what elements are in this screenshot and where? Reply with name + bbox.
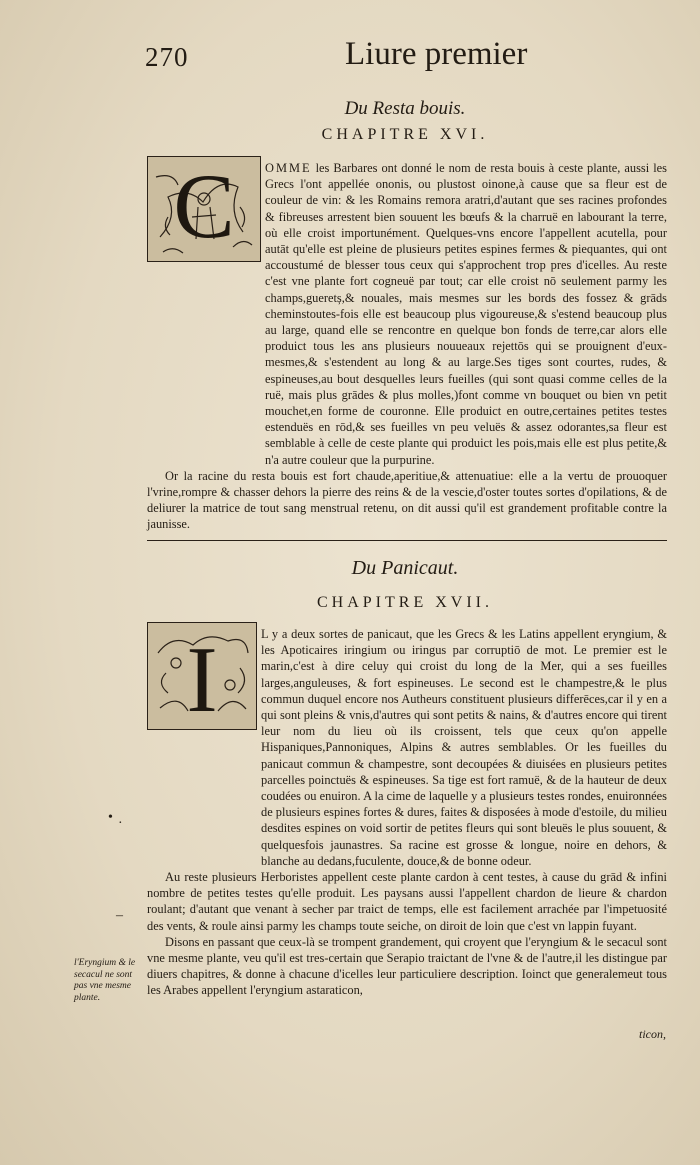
margin-mark: • (108, 810, 113, 825)
chapter-number: CHAPITRE XVII. (317, 594, 493, 611)
chapter-title: Du Resta bouis. (344, 98, 466, 119)
running-title: Liure premier (345, 36, 528, 72)
chapter-xvii-body (147, 626, 667, 999)
margin-note: l'Eryngium & le secacul ne sont pas vne mesme plante. (74, 958, 136, 1003)
lead-word: OMME (265, 161, 312, 175)
catchword: ticon, (639, 1027, 666, 1041)
paragraph: Au reste plusieurs Herboristes appellent ceste plante cardon à cent testes, à cause du grād & infini nombre de petites testes qu'elle produit. Les paysans aussi l'appellent chardon de lieure & chardon roulant; d'autant que venant à secher par traict de temps, elle est facilement arrachée par l'impetuosité des vents, & roule ainsi parmy les champs toute seiche, on diroit de loin que c'est vn lappin fuyant. (147, 870, 667, 933)
paragraph: les Barbares ont donné le nom de resta bouis à ceste plante, aussi les Grecs l'ont appellée ononis, ou plustost oinone,à cause que sa fleur est de couleur de vin: & les Romains remora aratri,d'autant que ses racines profondes & fibreuses arrestent bien souuent les bœufs & la charruë en labourant la terre, où elle croist importunément. Quelques-vns encore l'appellent acutella, pour autāt qu'elle est pleine de plusieurs petites espines fermes & piequantes, qui ont accoustumé de blesser tous ceux qui s'approchent trop pres d'icelles. Au reste c'est vne plante fort cogneuë par tout; car elle croist nō seulement parmy les champs,gueretș,& nouales, mais mesmes sur les bords des fossez & grāds cheminstoutes-fois elle est beaucoup plus vigoureuse,& s'estend beaucoup plus au large, quand elle se rencontre en quelque bon fonds de terre,car alors elle produict tous les ans plusieurs nouueaux rejettōs qui se prouignent d'eux-mesmes,& s'estendent au long & au large.Ses tiges sont courtes, rudes, & espineuses,au bout desquelles leurs fueilles (qui sont quasi comme celles de la ruë, mais plus grādes & plus molles,)font comme vn bouquet ou bien vn petit mouchet,en forme de couronne. Elle produict en outre,certaines petites testes estenduës en rōd,& ses fueilles vn peu veluës & assez odorantes,sa fleur est semblable à celle de ceste plante qui produict les pois,mais elle est plus petite,& n'a autre couleur que la purpurine. (265, 161, 667, 467)
chapter-title: Du Panicaut. (351, 557, 459, 579)
running-head (145, 36, 665, 80)
margin-mark: – (116, 908, 123, 923)
svg-text:C: C (173, 157, 235, 257)
paragraph: y a deux sortes de panicaut, que les Grecs & les Latins appellent eryngium, & les Apoticaires iringium ou iringus par corruptiō de mot. Le premier est le marin,c'est à dire celuy qui croist du long de la Mer, qui a ses fueilles larges,anguleuses, & fort espineuses. Le second est le champestre,& le plus commun duquel encore nos Autheurs constituent plusieurs differēces,car il y en a qui sont pleins & vnis,d'autres qui sont petits & nains, & d'autres encore qui tirent leur nom du lieu où ils croissent, tels que ceux qu'on appelle Hispaniques,Pannoniques, Alpins & autres semblables. Or les fueilles du panicaut commun & champestre, sont decoupées & diuisées en plusieurs petites parcelles poinctuës & espineuses. Sa tige est fort ramuë, & de la hauteur de deux coudées ou enuiron. A la cime de laquelle y a plusieurs testes rondes, enuironnées de plusieurs espines fortes & dures, faites & disposées à mode d'estoile, du milieu desdites espines on void sortir de petites fleurs qui sont bleuës le plus souuent, & quelquesfois jaunastres. Sa racine est grosse & longue, noire en dehors, & blanche au dedans,fuculente, douce,& de bonne odeur. (261, 627, 667, 868)
lead-word: L (261, 627, 269, 641)
paragraph: Or la racine du resta bouis est fort chaude,aperitiue,& attenuatiue: elle a la vertu de prouoquer l'vrine,rompre & chasser dehors la pierre des reins & de la vescie,d'oster toutes sortes d'opilations, & de deliurer la matrice de tout sang menstrual retenu, on dit aussi qu'il est grandement profitable contre la jaunisse. (147, 468, 667, 532)
svg-text:I: I (186, 628, 218, 729)
margin-mark: · (118, 816, 123, 831)
paragraph: Disons en passant que ceux-là se trompent grandement, qui croyent que l'eryngium & le secacul sont vne mesme plante, veu qu'il est tres-certain que Serapio traictant de l'vne & de l'autre,il les distingue par diuers chapitres, & donne à chacune d'icelles leur particuliere description. Ioinct que generalemeut tous les Arabes appellent l'eryngium astaraticon, (147, 934, 667, 998)
section-rule (147, 540, 667, 541)
chapter-xvi-body (147, 160, 667, 533)
chapter-number: CHAPITRE XVI. (321, 126, 489, 143)
page-number: 270 (145, 42, 189, 72)
